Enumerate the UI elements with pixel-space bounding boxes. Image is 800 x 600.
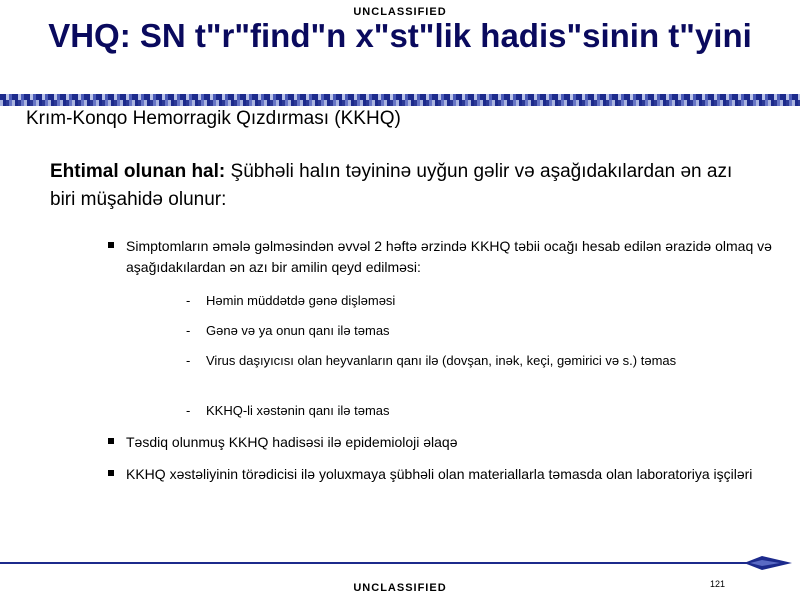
dash-bullet-icon: - [186,403,191,418]
sub-list-item [186,290,766,311]
sub-list-item [186,350,766,371]
sub-list-item [186,400,766,421]
dash-bullet-icon: - [186,323,191,338]
square-bullet-icon [108,438,114,444]
classification-banner-top: UNCLASSIFIED [353,6,447,18]
sub-list-item-text: Virus daşıyıcısı olan heyvanların qanı ilǝ (dovşan, inǝk, keçi, gǝmirici vǝ s.) tǝmas [206,353,677,368]
list-item [108,432,776,453]
sub-list-item-text: Gǝnǝ vǝ ya onun qanı ilǝ tǝmas [206,323,390,338]
sub-list-item-text: Hǝmin müddǝtdǝ gǝnǝ dişlǝmǝsi [206,293,396,308]
list-item [108,236,776,278]
square-bullet-icon [108,470,114,476]
dash-bullet-icon: - [186,353,191,368]
list-item-text: KKHQ xǝstǝliyinin törǝdicisi ilǝ yoluxmaya şübhǝli olan materiallarla tǝmasda olan laboratoriya işçilǝri [126,466,753,482]
sub-list-item [186,320,766,341]
list-item [108,464,776,485]
disease-subtitle: Krım-Konqo Hemorragik Qızdırması (KKHQ) [26,108,401,129]
dash-bullet-icon: - [186,293,191,308]
list-item-text: Tǝsdiq olunmuş KKHQ hadisǝsi ilǝ epidemioloji ǝlaqǝ [126,434,458,450]
footer-divider [0,562,762,564]
square-bullet-icon [108,242,114,248]
decorative-checker-bar [0,94,800,106]
sub-list-item-text: KKHQ-li xǝstǝnin qanı ilǝ tǝmas [206,403,390,418]
page-number: 121 [710,579,726,589]
probable-case-text: Şübhǝli halın tǝyininǝ uyğun gǝlir vǝ aşağıdakılardan ǝn azı biri müşahidǝ olunur: [50,161,733,210]
slide-title: VHQ: SN tʺrʺfindʺn xʺstʺlik hadisʺsinin tʺyini [48,17,752,54]
probable-case-label: Ehtimal olunan hal: [50,161,226,182]
probable-case-definition [50,158,750,214]
list-item-text: Simptomların ǝmǝlǝ gǝlmǝsindǝn ǝvvǝl 2 hǝftǝ ǝrzindǝ KKHQ tǝbii ocağı hesab edilǝn ǝrazidǝ olmaq vǝ aşağıdakılardan ǝn azı bir amilin qeyd edilmǝsi: [126,238,772,275]
arrow-icon [744,552,792,574]
classification-banner-bottom: UNCLASSIFIED [353,582,447,594]
